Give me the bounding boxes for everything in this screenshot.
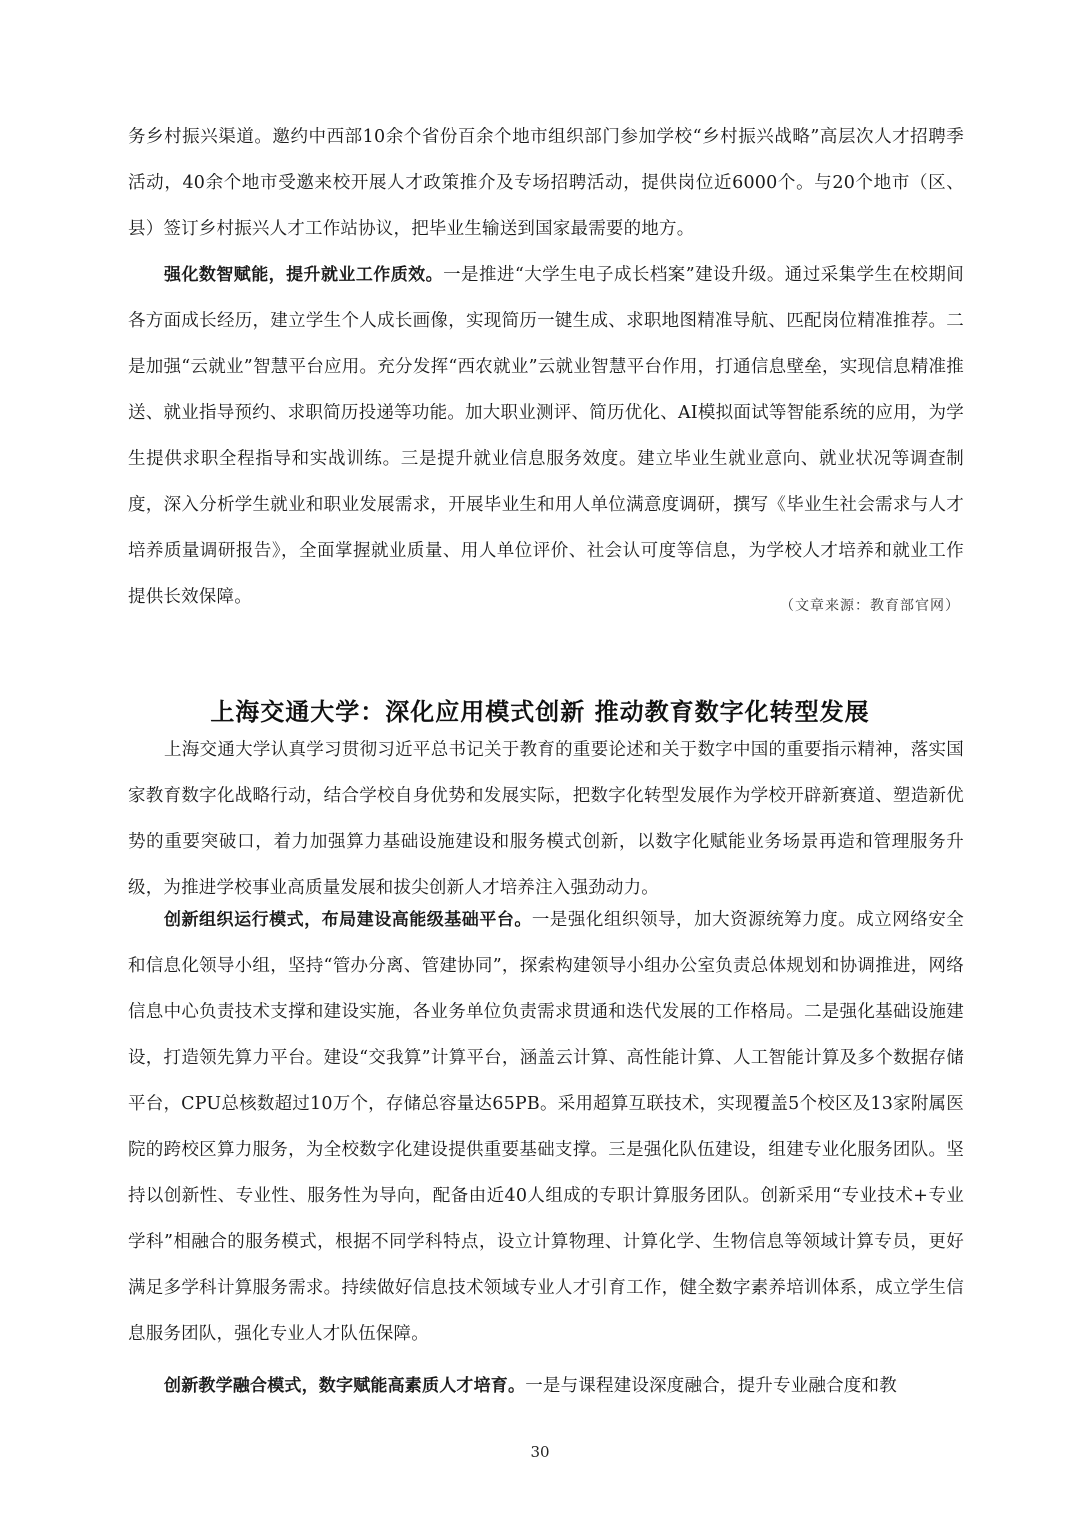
paragraph-text: 一是推进“大学生电子成长档案”建设升级。通过采集学生在校期间各方面成长经历，建立学生个人成长画像，实现简历一键生成、求职地图精准导航、匹配岗位精准推荐。二是加强“云就业”智慧平台应用。充分发挥“西农就业”云就业智慧平台作用，打通信息壁垒，实现信息精准推送、就业指导预约、求职简历投递等功能。加大职业测评、简历优化、AI模拟面试等智能系统的应用，为学生提供求职全程指导和实战训练。三是提升就业信息服务效度。建立毕业生就业意向、就业状况等调查制度，深入分析学生就业和职业发展需求，开展毕业生和用人单位满意度调研，撰写《毕业生社会需求与人才培养质量调研报告》，全面掌握就业质量、用人单位评价、社会认可度等信息，为学校人才培养和就业工作提供长效保障。 bbox=[128, 265, 964, 607]
page-number: 30 bbox=[530, 1443, 550, 1461]
previous-article-paragraph-1 bbox=[128, 114, 964, 252]
paragraph-lead: 创新组织运行模式，布局建设高能级基础平台。 bbox=[164, 910, 532, 930]
paragraph-text: 务乡村振兴渠道。邀约中西部10余个省份百余个地市组织部门参加学校“乡村振兴战略”高层次人才招聘季活动，40余个地市受邀来校开展人才政策推介及专场招聘活动，提供岗位近6000个。与20个地市（区、县）签订乡村振兴人才工作站协议，把毕业生输送到国家最需要的地方。 bbox=[128, 127, 964, 239]
paragraph-text: 一是强化组织领导，加大资源统筹力度。成立网络安全和信息化领导小组，坚持“管办分离、管建协同”，探索构建领导小组办公室负责总体规划和协调推进，网络信息中心负责技术支撑和建设实施，各业务单位负责需求贯通和迭代发展的工作格局。二是强化基础设施建设，打造领先算力平台。建设“交我算”计算平台，涵盖云计算、高性能计算、人工智能计算及多个数据存储平台，CPU总核数超过10万个，存储总容量达65PB。采用超算互联技术，实现覆盖5个校区及13家附属医院的跨校区算力服务，为全校数字化建设提供重要基础支撑。三是强化队伍建设，组建专业化服务团队。坚持以创新性、专业性、服务性为导向，配备由近40人组成的专职计算服务团队。创新采用“专业技术+专业学科”相融合的服务模式，根据不同学科特点，设立计算物理、计算化学、生物信息等领域计算专员，更好满足多学科计算服务需求。持续做好信息技术领域专业人才引育工作，健全数字素养培训体系，成立学生信息服务团队，强化专业人才队伍保障。 bbox=[128, 910, 964, 1344]
paragraph-lead: 强化数智赋能，提升就业工作质效。 bbox=[164, 265, 444, 285]
article-section-1-paragraph bbox=[128, 897, 964, 1357]
article-intro-paragraph bbox=[128, 727, 964, 911]
article-section-2-paragraph bbox=[128, 1363, 964, 1409]
previous-article-paragraph-2 bbox=[128, 252, 964, 620]
article-source: （文章来源：教育部官网） bbox=[780, 598, 960, 614]
paragraph-lead: 创新教学融合模式，数字赋能高素质人才培育。 bbox=[164, 1376, 526, 1396]
paragraph-text: 上海交通大学认真学习贯彻习近平总书记关于教育的重要论述和关于数字中国的重要指示精神，落实国家教育数字化战略行动，结合学校自身优势和发展实际，把数字化转型发展作为学校开辟新赛道、塑造新优势的重要突破口，着力加强算力基础设施建设和服务模式创新，以数字化赋能业务场景再造和管理服务升级，为推进学校事业高质量发展和拔尖创新人才培养注入强劲动力。 bbox=[128, 740, 964, 898]
article-title: 上海交通大学：深化应用模式创新 推动教育数字化转型发展 bbox=[210, 698, 870, 727]
paragraph-text: 一是与课程建设深度融合，提升专业融合度和教 bbox=[525, 1376, 897, 1396]
